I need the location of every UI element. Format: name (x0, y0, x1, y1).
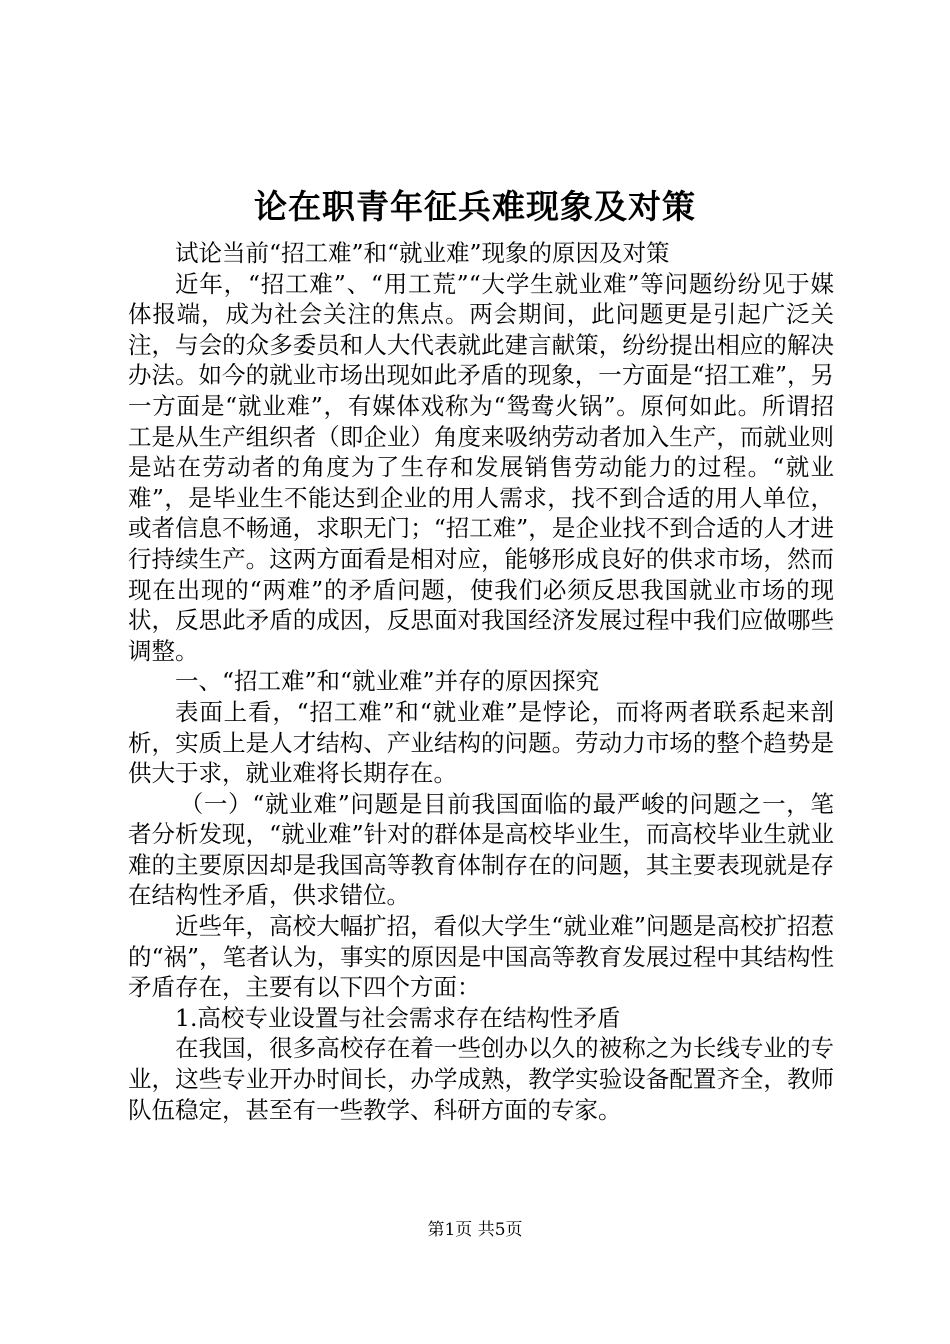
paragraph-surface: 表面上看，“招工难”和“就业难”是悖论，而将两者联系起来剖析，实质上是人才结构、产业结构的问题。劳动力市场的整个趋势是供大于求，就业难将长期存在。 (128, 697, 834, 788)
page-footer: 第1页 共5页 (427, 1220, 523, 1240)
paragraph-expansion: 近些年，高校大幅扩招，看似大学生“就业难”问题是高校扩招惹的“祸”，笔者认为，事实的原因是中国高等教育发展过程中其结构性矛盾存在，主要有以下四个方面： (128, 912, 834, 1002)
paragraph-subsection-1: （一）“就业难”问题是目前我国面临的最严峻的问题之一，笔者分析发现，“就业难”针对的群体是高校毕业生，而高校毕业生就业难的主要原因却是我国高等教育体制存在的问题，其主要表现就是存在结构性矛盾，供求错位。 (128, 789, 834, 910)
section-heading-1: 一、“招工难”和“就业难”并存的原因探究 (175, 667, 600, 696)
paragraph-intro: 近年，“招工难”、“用工荒”“大学生就业难”等问题纷纷见于媒体报端，成为社会关注的焦点。两会期间，此问题更是引起广泛关注，与会的众多委员和人大代表就此建言献策，纷纷提出相应的解决办法。如今的就业市场出现如此矛盾的现象，一方面是“招工难”，另一方面是“就业难”，有媒体戏称为“鸳鸯火锅”。原何如此。所谓招工是从生产组织者（即企业）角度来吸纳劳动者加入生产，而就业则是站在劳动者的角度为了生存和发展销售劳动能力的过程。“就业难”，是毕业生不能达到企业的用人需求，找不到合适的用人单位，或者信息不畅通，求职无门；“招工难”，是企业找不到合适的人才进行持续生产。这两方面看是相对应，能够形成良好的供求市场，然而现在出现的“两难”的矛盾问题，使我们必须反思我国就业市场的现状，反思此矛盾的成因，反思面对我国经济发展过程中我们应做哪些调整。 (128, 269, 834, 665)
document-subtitle: 试论当前“招工难”和“就业难”现象的原因及对策 (175, 239, 670, 267)
document-body (128, 238, 834, 1125)
document-title: 论在职青年征兵难现象及对策 (254, 187, 696, 226)
subheading-1: 1.高校专业设置与社会需求存在结构性矛盾 (175, 1003, 621, 1032)
paragraph-majors: 在我国，很多高校存在着一些创办以久的被称之为长线专业的专业，这些专业开办时间长，办学成熟，教学实验设备配置齐全，教师队伍稳定，甚至有一些教学、科研方面的专家。 (128, 1034, 834, 1124)
